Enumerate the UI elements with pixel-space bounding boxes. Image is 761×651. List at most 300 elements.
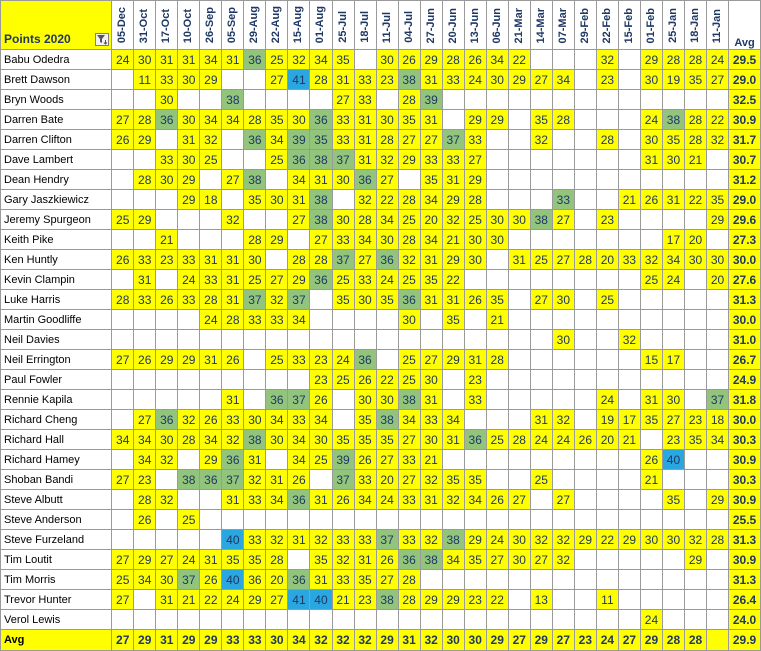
player-name[interactable]: Gary Jaszkiewicz <box>1 190 112 210</box>
score-cell[interactable]: 32 <box>442 490 464 510</box>
row-average[interactable]: 30.7 <box>729 150 761 170</box>
score-cell[interactable]: 22 <box>596 530 618 550</box>
score-cell[interactable] <box>112 610 134 630</box>
score-cell[interactable] <box>178 230 200 250</box>
score-cell[interactable] <box>530 230 552 250</box>
score-cell[interactable]: 33 <box>420 150 442 170</box>
score-cell[interactable]: 37 <box>332 250 354 270</box>
score-cell[interactable] <box>266 90 288 110</box>
player-name[interactable]: Neil Davies <box>1 330 112 350</box>
score-cell[interactable] <box>707 610 729 630</box>
score-cell[interactable] <box>508 230 530 250</box>
score-cell[interactable]: 23 <box>596 210 618 230</box>
score-cell[interactable] <box>662 610 684 630</box>
score-cell[interactable] <box>200 390 222 410</box>
score-cell[interactable]: 33 <box>552 190 574 210</box>
score-cell[interactable] <box>266 330 288 350</box>
score-cell[interactable]: 31 <box>178 50 200 70</box>
score-cell[interactable] <box>112 150 134 170</box>
score-cell[interactable] <box>552 570 574 590</box>
score-cell[interactable] <box>486 190 508 210</box>
score-cell[interactable]: 20 <box>376 470 398 490</box>
score-cell[interactable]: 26 <box>640 190 662 210</box>
score-cell[interactable] <box>618 270 640 290</box>
row-average[interactable]: 30.9 <box>729 490 761 510</box>
score-cell[interactable]: 31 <box>266 470 288 490</box>
score-cell[interactable]: 32 <box>222 430 244 450</box>
score-cell[interactable]: 21 <box>618 190 640 210</box>
score-cell[interactable]: 24 <box>530 430 552 450</box>
score-cell[interactable]: 25 <box>464 210 486 230</box>
score-cell[interactable]: 36 <box>464 430 486 450</box>
score-cell[interactable]: 23 <box>354 590 376 610</box>
score-cell[interactable]: 35 <box>442 470 464 490</box>
score-cell[interactable]: 32 <box>178 410 200 430</box>
score-cell[interactable] <box>244 210 266 230</box>
score-cell[interactable]: 24 <box>222 590 244 610</box>
score-cell[interactable]: 39 <box>420 90 442 110</box>
score-cell[interactable]: 31 <box>354 150 376 170</box>
score-cell[interactable] <box>596 150 618 170</box>
score-cell[interactable] <box>310 310 332 330</box>
score-cell[interactable]: 30 <box>707 250 729 270</box>
score-cell[interactable]: 23 <box>310 350 332 370</box>
score-cell[interactable]: 36 <box>156 110 178 130</box>
score-cell[interactable]: 11 <box>596 590 618 610</box>
score-cell[interactable]: 31 <box>178 130 200 150</box>
score-cell[interactable] <box>707 590 729 610</box>
score-cell[interactable] <box>530 270 552 290</box>
column-average[interactable]: 29 <box>200 630 222 651</box>
score-cell[interactable]: 34 <box>288 430 310 450</box>
score-cell[interactable]: 38 <box>376 410 398 430</box>
score-cell[interactable]: 38 <box>222 90 244 110</box>
score-cell[interactable] <box>618 590 640 610</box>
score-cell[interactable]: 24 <box>662 270 684 290</box>
score-cell[interactable]: 29 <box>156 350 178 370</box>
score-cell[interactable] <box>530 330 552 350</box>
score-cell[interactable]: 31 <box>420 490 442 510</box>
score-cell[interactable]: 28 <box>398 590 420 610</box>
score-cell[interactable] <box>685 290 707 310</box>
score-cell[interactable]: 25 <box>178 510 200 530</box>
score-cell[interactable] <box>288 510 310 530</box>
score-cell[interactable]: 35 <box>266 110 288 130</box>
score-cell[interactable] <box>486 250 508 270</box>
score-cell[interactable]: 21 <box>420 450 442 470</box>
score-cell[interactable] <box>442 570 464 590</box>
score-cell[interactable] <box>508 410 530 430</box>
score-cell[interactable]: 28 <box>685 110 707 130</box>
score-cell[interactable]: 35 <box>530 110 552 130</box>
score-cell[interactable] <box>178 210 200 230</box>
score-cell[interactable]: 28 <box>244 230 266 250</box>
row-average[interactable]: 27.3 <box>729 230 761 250</box>
score-cell[interactable] <box>398 510 420 530</box>
score-cell[interactable]: 28 <box>134 170 156 190</box>
score-cell[interactable] <box>508 570 530 590</box>
score-cell[interactable]: 33 <box>178 290 200 310</box>
score-cell[interactable] <box>266 370 288 390</box>
score-cell[interactable] <box>574 590 596 610</box>
score-cell[interactable] <box>574 110 596 130</box>
score-cell[interactable]: 35 <box>244 190 266 210</box>
score-cell[interactable]: 33 <box>398 490 420 510</box>
score-cell[interactable]: 30 <box>552 290 574 310</box>
avg-header[interactable]: Avg <box>729 1 761 50</box>
score-cell[interactable]: 35 <box>685 430 707 450</box>
date-header[interactable] <box>685 1 707 50</box>
score-cell[interactable]: 23 <box>464 590 486 610</box>
score-cell[interactable]: 26 <box>464 50 486 70</box>
date-header[interactable] <box>618 1 640 50</box>
score-cell[interactable]: 28 <box>222 310 244 330</box>
score-cell[interactable]: 32 <box>552 550 574 570</box>
score-cell[interactable] <box>552 370 574 390</box>
footer-label[interactable]: Avg <box>1 630 112 651</box>
score-cell[interactable]: 38 <box>244 430 266 450</box>
score-cell[interactable]: 28 <box>112 290 134 310</box>
row-average[interactable]: 31.0 <box>729 330 761 350</box>
score-cell[interactable] <box>156 510 178 530</box>
score-cell[interactable] <box>354 510 376 530</box>
score-cell[interactable] <box>244 510 266 530</box>
score-cell[interactable]: 36 <box>244 570 266 590</box>
score-cell[interactable]: 32 <box>376 150 398 170</box>
score-cell[interactable]: 13 <box>530 590 552 610</box>
score-cell[interactable] <box>222 330 244 350</box>
score-cell[interactable] <box>112 530 134 550</box>
score-cell[interactable] <box>552 170 574 190</box>
score-cell[interactable]: 32 <box>266 530 288 550</box>
score-cell[interactable]: 32 <box>530 530 552 550</box>
score-cell[interactable]: 34 <box>134 570 156 590</box>
score-cell[interactable]: 35 <box>420 170 442 190</box>
score-cell[interactable]: 35 <box>354 430 376 450</box>
score-cell[interactable] <box>112 510 134 530</box>
column-average[interactable]: 27 <box>618 630 640 651</box>
column-average[interactable]: 31 <box>398 630 420 651</box>
score-cell[interactable]: 40 <box>222 530 244 550</box>
score-cell[interactable] <box>662 90 684 110</box>
score-cell[interactable]: 27 <box>112 470 134 490</box>
score-cell[interactable]: 32 <box>420 530 442 550</box>
score-cell[interactable]: 28 <box>266 550 288 570</box>
score-cell[interactable] <box>618 110 640 130</box>
score-cell[interactable] <box>464 570 486 590</box>
score-cell[interactable] <box>156 310 178 330</box>
score-cell[interactable]: 26 <box>332 490 354 510</box>
score-cell[interactable] <box>332 330 354 350</box>
score-cell[interactable]: 33 <box>354 270 376 290</box>
score-cell[interactable] <box>442 390 464 410</box>
score-cell[interactable] <box>112 70 134 90</box>
score-cell[interactable] <box>662 590 684 610</box>
score-cell[interactable] <box>442 370 464 390</box>
score-cell[interactable] <box>266 450 288 470</box>
score-cell[interactable]: 34 <box>200 110 222 130</box>
score-cell[interactable]: 30 <box>178 110 200 130</box>
score-cell[interactable] <box>112 410 134 430</box>
score-cell[interactable]: 27 <box>530 290 552 310</box>
score-cell[interactable]: 37 <box>288 390 310 410</box>
score-cell[interactable]: 30 <box>244 250 266 270</box>
score-cell[interactable]: 26 <box>574 430 596 450</box>
score-cell[interactable]: 25 <box>596 290 618 310</box>
score-cell[interactable]: 18 <box>200 190 222 210</box>
score-cell[interactable]: 29 <box>134 130 156 150</box>
score-cell[interactable]: 27 <box>662 410 684 430</box>
score-cell[interactable] <box>200 530 222 550</box>
score-cell[interactable] <box>574 550 596 570</box>
score-cell[interactable] <box>112 90 134 110</box>
score-cell[interactable]: 28 <box>288 250 310 270</box>
score-cell[interactable]: 31 <box>310 570 332 590</box>
score-cell[interactable]: 28 <box>685 50 707 70</box>
score-cell[interactable] <box>552 270 574 290</box>
score-cell[interactable] <box>420 310 442 330</box>
score-cell[interactable]: 27 <box>376 570 398 590</box>
score-cell[interactable] <box>574 190 596 210</box>
score-cell[interactable]: 34 <box>420 190 442 210</box>
score-cell[interactable] <box>508 450 530 470</box>
column-average[interactable]: 29 <box>376 630 398 651</box>
score-cell[interactable] <box>530 170 552 190</box>
score-cell[interactable]: 31 <box>332 70 354 90</box>
score-cell[interactable]: 35 <box>244 550 266 570</box>
score-cell[interactable] <box>685 470 707 490</box>
score-cell[interactable] <box>618 70 640 90</box>
score-cell[interactable]: 35 <box>332 290 354 310</box>
score-cell[interactable]: 27 <box>552 490 574 510</box>
row-average[interactable]: 30.0 <box>729 410 761 430</box>
score-cell[interactable]: 29 <box>200 450 222 470</box>
score-cell[interactable]: 27 <box>310 230 332 250</box>
score-cell[interactable] <box>244 390 266 410</box>
score-cell[interactable] <box>442 510 464 530</box>
score-cell[interactable]: 32 <box>244 470 266 490</box>
score-cell[interactable] <box>596 510 618 530</box>
score-cell[interactable] <box>596 230 618 250</box>
score-cell[interactable]: 31 <box>354 110 376 130</box>
score-cell[interactable] <box>508 510 530 530</box>
score-cell[interactable] <box>486 330 508 350</box>
score-cell[interactable]: 34 <box>486 50 508 70</box>
score-cell[interactable]: 27 <box>420 130 442 150</box>
score-cell[interactable] <box>486 170 508 190</box>
score-cell[interactable]: 29 <box>178 170 200 190</box>
score-cell[interactable]: 33 <box>266 310 288 330</box>
score-cell[interactable]: 32 <box>332 550 354 570</box>
date-header[interactable] <box>332 1 354 50</box>
player-name[interactable]: Neil Errington <box>1 350 112 370</box>
score-cell[interactable]: 22 <box>685 190 707 210</box>
score-cell[interactable]: 33 <box>332 570 354 590</box>
score-cell[interactable] <box>685 590 707 610</box>
score-cell[interactable]: 33 <box>134 250 156 270</box>
score-cell[interactable] <box>596 270 618 290</box>
score-cell[interactable] <box>354 50 376 70</box>
score-cell[interactable] <box>596 110 618 130</box>
score-cell[interactable] <box>574 150 596 170</box>
player-name[interactable]: Tim Loutit <box>1 550 112 570</box>
score-cell[interactable]: 27 <box>134 410 156 430</box>
score-cell[interactable]: 33 <box>354 470 376 490</box>
score-cell[interactable] <box>332 310 354 330</box>
score-cell[interactable] <box>530 350 552 370</box>
score-cell[interactable]: 28 <box>134 490 156 510</box>
score-cell[interactable]: 30 <box>156 170 178 190</box>
score-cell[interactable] <box>596 330 618 350</box>
score-cell[interactable] <box>530 50 552 70</box>
row-average[interactable]: 29.0 <box>729 70 761 90</box>
score-cell[interactable]: 33 <box>178 250 200 270</box>
score-cell[interactable]: 30 <box>552 330 574 350</box>
score-cell[interactable]: 22 <box>486 590 508 610</box>
score-cell[interactable] <box>508 330 530 350</box>
score-cell[interactable] <box>552 150 574 170</box>
score-cell[interactable] <box>112 370 134 390</box>
score-cell[interactable]: 29 <box>442 590 464 610</box>
score-cell[interactable] <box>640 330 662 350</box>
score-cell[interactable]: 35 <box>707 190 729 210</box>
score-cell[interactable]: 30 <box>685 250 707 270</box>
score-cell[interactable]: 33 <box>222 410 244 430</box>
score-cell[interactable]: 27 <box>112 590 134 610</box>
score-cell[interactable]: 38 <box>420 550 442 570</box>
column-average[interactable]: 27 <box>552 630 574 651</box>
score-cell[interactable]: 20 <box>685 230 707 250</box>
score-cell[interactable]: 17 <box>662 230 684 250</box>
column-average[interactable]: 32 <box>310 630 332 651</box>
score-cell[interactable] <box>596 570 618 590</box>
score-cell[interactable]: 27 <box>288 210 310 230</box>
score-cell[interactable]: 26 <box>200 410 222 430</box>
score-cell[interactable]: 31 <box>310 490 332 510</box>
score-cell[interactable] <box>552 130 574 150</box>
score-cell[interactable] <box>200 370 222 390</box>
date-header[interactable] <box>662 1 684 50</box>
score-cell[interactable] <box>156 610 178 630</box>
player-name[interactable]: Dave Lambert <box>1 150 112 170</box>
score-cell[interactable]: 26 <box>222 350 244 370</box>
score-cell[interactable]: 24 <box>596 390 618 410</box>
score-cell[interactable]: 29 <box>640 50 662 70</box>
column-average[interactable]: 23 <box>574 630 596 651</box>
score-cell[interactable]: 28 <box>310 70 332 90</box>
score-cell[interactable] <box>156 330 178 350</box>
score-cell[interactable] <box>310 610 332 630</box>
score-cell[interactable] <box>266 610 288 630</box>
score-cell[interactable] <box>376 350 398 370</box>
score-cell[interactable]: 37 <box>332 470 354 490</box>
score-cell[interactable] <box>530 190 552 210</box>
score-cell[interactable]: 24 <box>376 490 398 510</box>
score-cell[interactable] <box>266 210 288 230</box>
score-cell[interactable]: 36 <box>310 110 332 130</box>
score-cell[interactable] <box>442 330 464 350</box>
score-cell[interactable]: 25 <box>332 370 354 390</box>
score-cell[interactable] <box>486 610 508 630</box>
score-cell[interactable]: 29 <box>266 230 288 250</box>
score-cell[interactable]: 35 <box>640 410 662 430</box>
score-cell[interactable]: 35 <box>464 550 486 570</box>
score-cell[interactable]: 34 <box>662 250 684 270</box>
row-average[interactable]: 31.2 <box>729 170 761 190</box>
score-cell[interactable]: 29 <box>685 550 707 570</box>
score-cell[interactable]: 27 <box>508 490 530 510</box>
score-cell[interactable]: 33 <box>354 70 376 90</box>
score-cell[interactable] <box>112 330 134 350</box>
score-cell[interactable] <box>112 170 134 190</box>
score-cell[interactable]: 30 <box>420 370 442 390</box>
score-cell[interactable]: 33 <box>156 70 178 90</box>
score-cell[interactable]: 35 <box>354 410 376 430</box>
score-cell[interactable] <box>508 390 530 410</box>
score-cell[interactable]: 30 <box>354 390 376 410</box>
score-cell[interactable] <box>685 490 707 510</box>
column-average[interactable]: 29 <box>178 630 200 651</box>
score-cell[interactable] <box>244 150 266 170</box>
score-cell[interactable] <box>552 510 574 530</box>
player-name[interactable]: Martin Goodliffe <box>1 310 112 330</box>
score-cell[interactable] <box>707 230 729 250</box>
score-cell[interactable] <box>288 550 310 570</box>
score-cell[interactable] <box>222 230 244 250</box>
row-average[interactable]: 29.5 <box>729 50 761 70</box>
score-cell[interactable] <box>486 270 508 290</box>
score-cell[interactable]: 28 <box>662 50 684 70</box>
score-cell[interactable]: 28 <box>596 130 618 150</box>
score-cell[interactable]: 34 <box>288 310 310 330</box>
score-cell[interactable]: 30 <box>640 530 662 550</box>
column-average[interactable]: 30 <box>442 630 464 651</box>
score-cell[interactable]: 33 <box>244 490 266 510</box>
score-cell[interactable]: 40 <box>310 590 332 610</box>
score-cell[interactable]: 21 <box>685 150 707 170</box>
score-cell[interactable]: 32 <box>398 250 420 270</box>
score-cell[interactable] <box>112 190 134 210</box>
score-cell[interactable]: 35 <box>376 290 398 310</box>
score-cell[interactable]: 30 <box>332 170 354 190</box>
score-cell[interactable]: 41 <box>288 590 310 610</box>
score-cell[interactable]: 27 <box>112 110 134 130</box>
score-cell[interactable]: 25 <box>640 270 662 290</box>
score-cell[interactable] <box>288 330 310 350</box>
date-header[interactable] <box>486 1 508 50</box>
score-cell[interactable]: 25 <box>530 250 552 270</box>
score-cell[interactable] <box>574 450 596 470</box>
score-cell[interactable] <box>685 270 707 290</box>
date-header[interactable] <box>508 1 530 50</box>
score-cell[interactable] <box>707 370 729 390</box>
column-average[interactable]: 29 <box>640 630 662 651</box>
score-cell[interactable]: 40 <box>662 450 684 470</box>
score-cell[interactable] <box>707 570 729 590</box>
score-cell[interactable] <box>508 590 530 610</box>
score-cell[interactable]: 21 <box>178 590 200 610</box>
score-cell[interactable] <box>552 590 574 610</box>
score-cell[interactable] <box>574 70 596 90</box>
player-name[interactable]: Richard Hall <box>1 430 112 450</box>
player-name[interactable]: Ken Huntly <box>1 250 112 270</box>
score-cell[interactable] <box>640 310 662 330</box>
player-name[interactable]: Kevin Clampin <box>1 270 112 290</box>
score-cell[interactable] <box>574 210 596 230</box>
score-cell[interactable] <box>552 470 574 490</box>
row-average[interactable]: 30.0 <box>729 250 761 270</box>
score-cell[interactable]: 31 <box>420 70 442 90</box>
